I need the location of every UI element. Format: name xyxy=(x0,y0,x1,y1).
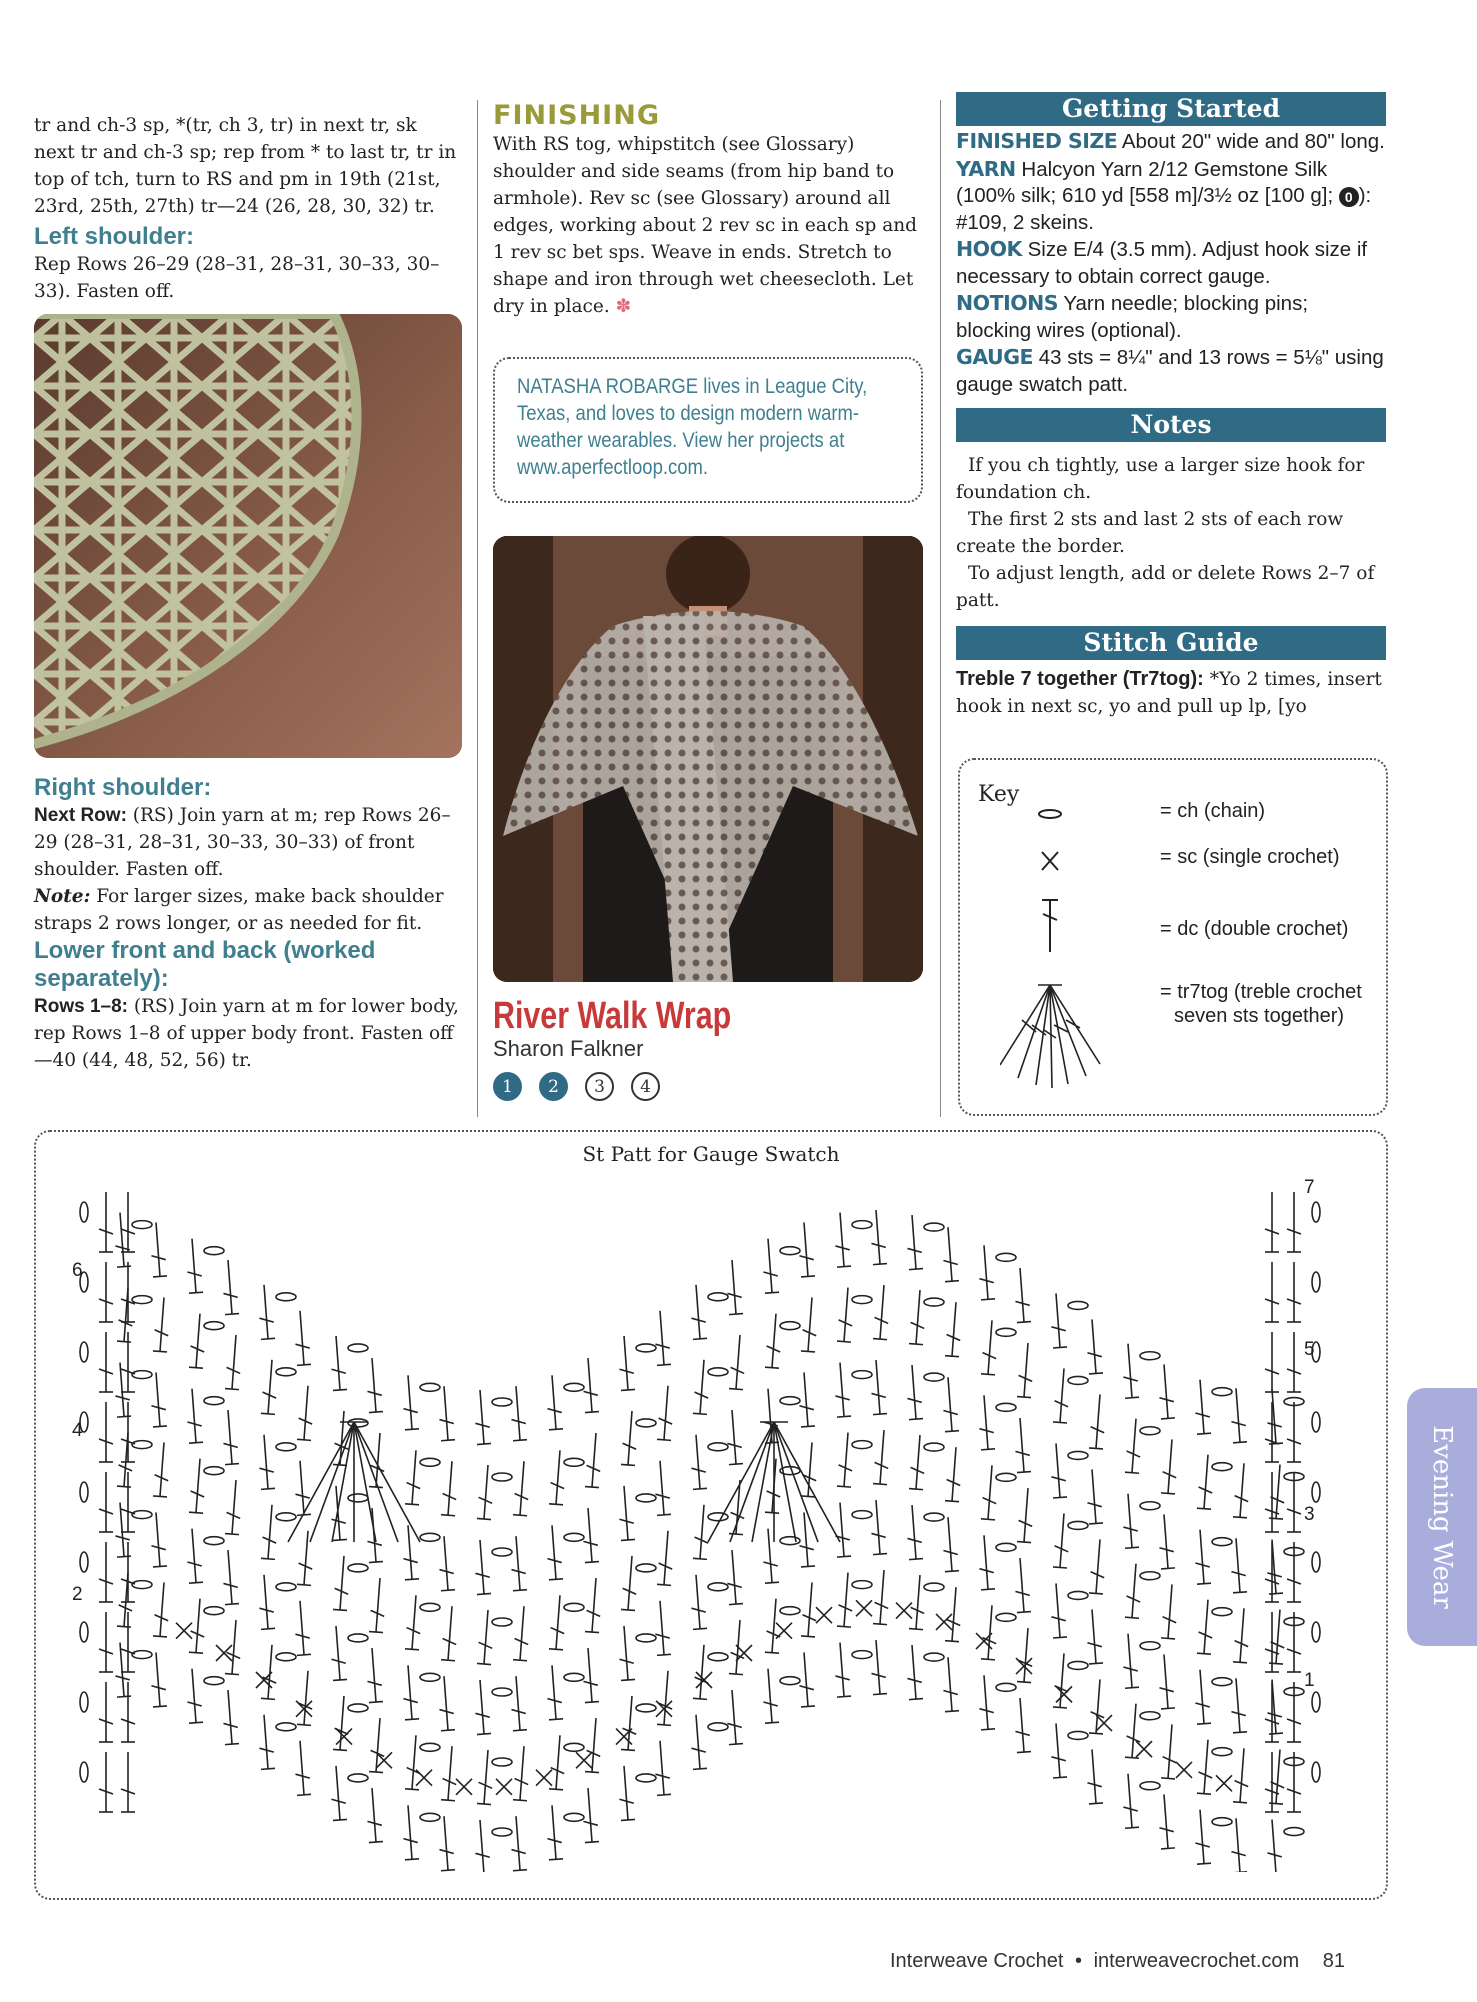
column-divider-1 xyxy=(477,100,478,1117)
column-1-lower xyxy=(34,774,462,1074)
key-title: Key xyxy=(978,782,1020,807)
row-label-4: 4 xyxy=(72,1420,83,1441)
double-crochet-symbol-icon xyxy=(1042,900,1058,952)
column-2 xyxy=(493,100,923,320)
chain-symbol-icon xyxy=(1039,810,1061,818)
skill-level-indicator xyxy=(493,1072,923,1101)
note-text xyxy=(34,883,462,937)
tr7tog-label: Treble 7 together (Tr7tog): xyxy=(956,668,1204,690)
key-symbols xyxy=(1000,780,1140,1110)
row-label-6: 6 xyxy=(72,1260,83,1281)
hook xyxy=(956,236,1386,290)
yarn-text-2: ): #109, 2 skeins. xyxy=(956,184,1372,234)
wrap-model-illustration xyxy=(493,536,923,982)
crochet-lace-illustration xyxy=(34,314,462,758)
yarn-label: YARN xyxy=(956,156,1016,181)
tr7tog-body: *Yo 2 times, insert hook in next sc, yo and pull up lp, [yo xyxy=(956,669,1382,717)
stitch-key-box xyxy=(958,758,1388,1116)
row-label-3: 3 xyxy=(1304,1504,1315,1525)
finishing-heading: FINISHING xyxy=(493,100,660,131)
yarn-text: Halcyon Yarn 2/12 Gemstone Silk (100% silk; 610 yd [558 m]/3½ oz [100 g]; xyxy=(956,157,1334,207)
row-label-2: 2 xyxy=(72,1584,83,1605)
shoulder-detail-photo xyxy=(34,314,462,758)
right-shoulder-heading: Right shoulder: xyxy=(34,774,212,801)
page-footer xyxy=(890,1950,1345,1973)
notions-text: Yarn needle; blocking pins; blocking wires (optional). xyxy=(956,292,1309,342)
key-tr7tog-label: = tr7tog (treble crochet seven sts together) xyxy=(1160,981,1362,1027)
stitch-guide-header: Stitch Guide xyxy=(956,626,1386,660)
gauge-swatch-chart-box xyxy=(34,1130,1388,1900)
note-item: To adjust length, add or delete Rows 2–7 of patt. xyxy=(956,563,1375,611)
lower-front-back-heading: Lower front and back (worked separately): xyxy=(34,937,376,992)
tr7tog-symbol-icon xyxy=(1000,985,1100,1088)
notions-label: NOTIONS xyxy=(956,291,1059,315)
note-label: Note: xyxy=(34,886,91,907)
section-tab[interactable] xyxy=(1407,1388,1477,1646)
rows-text xyxy=(34,993,462,1074)
single-crochet-symbol-icon xyxy=(1042,852,1058,870)
footer-bullet: • xyxy=(1074,1950,1082,1972)
section-tab-label: Evening Wear xyxy=(1427,1425,1457,1609)
finishing-body: With RS tog, whipstitch (see Glossary) shoulder and side seams (from hip band to armhole). Rev sc (see Glossary) around all edges, working about 2 rev sc in each sp and 1 rev sc bet sps. Weave in ends. Stretch to shape and iron through wet cheesecloth. Let dry in place. xyxy=(493,134,918,317)
ad-author: Sharon Falkner xyxy=(493,1036,644,1061)
pattern-ad xyxy=(493,996,923,1101)
note-body: For larger sizes, make back shoulder straps 2 rows longer, or as needed for fit. xyxy=(34,886,444,934)
end-mark-icon: ✽ xyxy=(615,296,632,317)
rows-label: Rows 1–8: xyxy=(34,996,128,1017)
next-row-text: (RS) Join yarn at m; rep Rows 26–29 (28–31, 28–31, 30–33, 30–33) of front shoulder. Fasten off. xyxy=(34,805,451,880)
designer-bio: NATASHA ROBARGE lives in League City, Texas, and loves to design modern warm-weather wearables. View her projects at www.aperfectloop.com. xyxy=(517,375,868,479)
gauge-text: 43 sts = 8¼" and 13 rows = 5⅛" using gauge swatch patt. xyxy=(956,346,1384,396)
river-walk-wrap-photo xyxy=(493,536,923,982)
column-1 xyxy=(34,112,462,305)
left-shoulder-heading: Left shoulder: xyxy=(34,223,194,250)
getting-started-header: Getting Started xyxy=(956,92,1386,126)
notes-list xyxy=(956,452,1386,614)
gauge xyxy=(956,344,1386,398)
rows-body: (RS) Join yarn at m for lower body, rep Rows 1–8 of upper body front. Fasten off—40 (44, 48, 52, 56) tr. xyxy=(34,996,459,1071)
left-shoulder-text: Rep Rows 26–29 (28–31, 28–31, 30–33, 30–33). Fasten off. xyxy=(34,254,440,302)
skill-level-2: 2 xyxy=(539,1072,568,1101)
note-item: The first 2 sts and last 2 sts of each row create the border. xyxy=(956,509,1344,557)
right-shoulder-text xyxy=(34,802,462,883)
row-label-5: 5 xyxy=(1304,1339,1315,1360)
notes-header: Notes xyxy=(956,408,1386,442)
designer-bio-box xyxy=(493,357,923,503)
stitch-chart xyxy=(44,1172,1374,1872)
key-sc-label: = sc (single crochet) xyxy=(1160,846,1340,868)
tr7tog-text xyxy=(956,666,1386,720)
finished-size-text: About 20" wide and 80" long. xyxy=(1117,130,1385,153)
chart-title: St Patt for Gauge Swatch xyxy=(582,1142,840,1166)
yarn xyxy=(956,156,1386,237)
yarn-weight-icon xyxy=(1339,187,1359,207)
page-number: 81 xyxy=(1322,1950,1346,1972)
column-3 xyxy=(956,92,1386,720)
footer-site[interactable]: interweavecrochet.com xyxy=(1093,1950,1300,1972)
note-item: If you ch tightly, use a larger size hook for foundation ch. xyxy=(956,455,1365,503)
column-divider-2 xyxy=(940,100,941,1117)
skill-level-1: 1 xyxy=(493,1072,522,1101)
hook-text: Size E/4 (3.5 mm). Adjust hook size if necessary to obtain correct gauge. xyxy=(956,238,1368,288)
finished-size xyxy=(956,128,1386,156)
finished-size-label: FINISHED SIZE xyxy=(956,129,1118,153)
finishing-text xyxy=(493,131,923,320)
skill-level-3: 3 xyxy=(585,1072,614,1101)
row-label-7: 7 xyxy=(1304,1177,1315,1198)
key-dc-label: = dc (double crochet) xyxy=(1160,918,1349,940)
next-row-label: Next Row: xyxy=(34,805,127,826)
ad-title[interactable]: River Walk Wrap xyxy=(493,995,732,1037)
body-paragraph-intro: tr and ch-3 sp, *(tr, ch 3, tr) in next tr, sk next tr and ch-3 sp; rep from * to last tr, tr in top of tch, turn to RS and pm in 19th (21st, 23rd, 25th, 27th) tr—24 (26, 28, 30, 32) tr. xyxy=(34,115,457,217)
row-label-1: 1 xyxy=(1304,1670,1315,1691)
footer-magazine: Interweave Crochet xyxy=(890,1950,1064,1972)
key-chain-label: = ch (chain) xyxy=(1160,800,1266,822)
gauge-label: GAUGE xyxy=(956,345,1034,369)
notions xyxy=(956,290,1386,344)
skill-level-4: 4 xyxy=(631,1072,660,1101)
getting-started-body xyxy=(956,128,1386,398)
hook-label: HOOK xyxy=(956,237,1022,261)
yarn-weight-number: 0 xyxy=(1344,189,1353,205)
